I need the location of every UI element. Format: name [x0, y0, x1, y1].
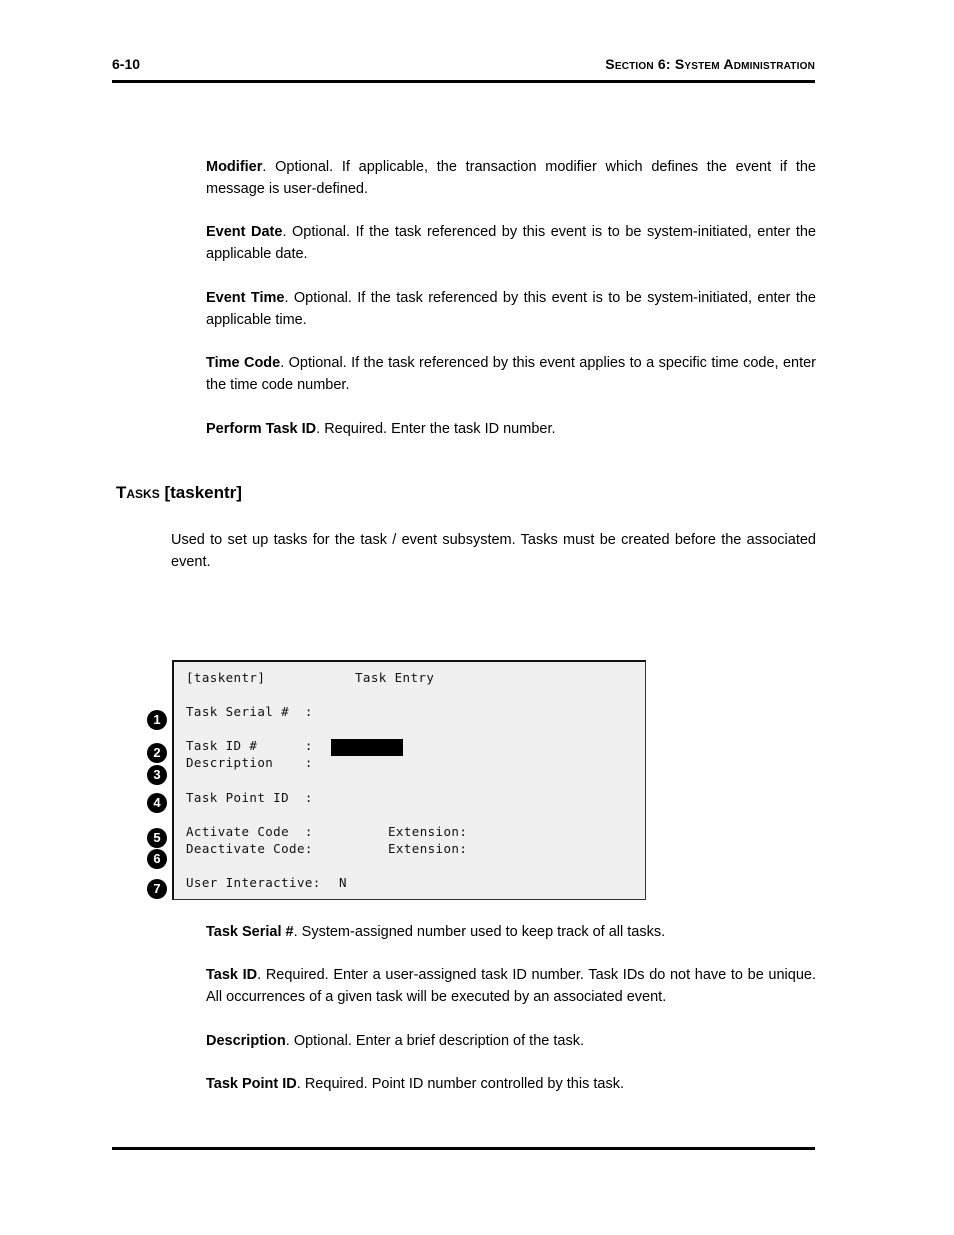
- section-title-word: Tasks: [116, 483, 160, 502]
- header-rule: [112, 80, 815, 83]
- page-number: 6-10: [112, 56, 141, 72]
- field-term: Task Serial #: [206, 924, 294, 940]
- field-term: Time Code: [206, 355, 281, 371]
- field-perform-task-id: [206, 418, 816, 440]
- field-term: Modifier: [206, 159, 263, 175]
- field-desc: . System-assigned number used to keep track of all tasks.: [293, 924, 666, 940]
- field-term: Event Time: [206, 290, 285, 306]
- field-desc: . Optional. If the task referenced by this event is to be system-initiated, enter the applicable date.: [206, 224, 816, 262]
- section-title: [116, 483, 242, 503]
- field-desc: . Optional. If the task referenced by this event applies to a specific time code, enter the time code number.: [206, 355, 817, 393]
- section-intro: Used to set up tasks for the task / event subsystem. Tasks must be created before the associated event.: [171, 532, 816, 570]
- field-event-date: [206, 221, 816, 265]
- field-desc: . Required. Point ID number controlled by this task.: [296, 1076, 624, 1092]
- field-desc: . Optional. Enter a brief description of the task.: [285, 1033, 584, 1049]
- field-desc: . Required. Enter the task ID number.: [316, 421, 556, 437]
- user-interactive-label: User Interactive:: [186, 875, 321, 890]
- extension-label-1: Extension:: [388, 824, 468, 839]
- task-id-input[interactable]: [331, 739, 403, 756]
- screen-program-name: [taskentr]: [186, 670, 266, 685]
- callout-1: 1: [147, 710, 167, 730]
- callout-3: 3: [147, 765, 167, 785]
- callout-7: 7: [147, 879, 167, 899]
- field-term: Description: [206, 1033, 286, 1049]
- field-modifier: [206, 156, 816, 200]
- task-id-label: Task ID # :: [186, 738, 313, 753]
- field-task-point-id: [206, 1073, 816, 1095]
- field-task-id: [206, 964, 816, 1008]
- field-term: Perform Task ID: [206, 421, 317, 437]
- field-term: Task Point ID: [206, 1076, 297, 1092]
- deactivate-code-label: Deactivate Code:: [186, 841, 313, 856]
- field-term: Task ID: [206, 967, 258, 983]
- screen-title: Task Entry: [355, 670, 435, 685]
- section-header: Section 6: System Administration: [605, 56, 815, 72]
- field-event-time: [206, 287, 816, 331]
- description-label: Description :: [186, 755, 313, 770]
- user-interactive-value: N: [339, 875, 347, 890]
- extension-label-2: Extension:: [388, 841, 468, 856]
- field-task-serial: [206, 921, 816, 943]
- task-entry-screen: [172, 660, 646, 900]
- task-point-id-label: Task Point ID :: [186, 790, 313, 805]
- field-desc: . Optional. If the task referenced by this event is to be system-initiated, enter the applicable time.: [206, 290, 816, 328]
- activate-code-label: Activate Code :: [186, 824, 313, 839]
- footer-rule: [112, 1147, 815, 1150]
- field-desc: . Required. Enter a user-assigned task ID number. Task IDs do not have to be unique. All occurrences of a given task will be executed by an associated event.: [206, 967, 816, 1005]
- callout-4: 4: [147, 793, 167, 813]
- section-title-code: [taskentr]: [159, 483, 242, 502]
- field-desc: . Optional. If applicable, the transaction modifier which defines the event if the message is user-defined.: [206, 159, 816, 197]
- callout-5: 5: [147, 828, 167, 848]
- field-time-code: [206, 352, 816, 396]
- callout-2: 2: [147, 743, 167, 763]
- task-serial-label: Task Serial # :: [186, 704, 313, 719]
- field-description: [206, 1030, 816, 1052]
- callout-6: 6: [147, 849, 167, 869]
- field-term: Event Date: [206, 224, 283, 240]
